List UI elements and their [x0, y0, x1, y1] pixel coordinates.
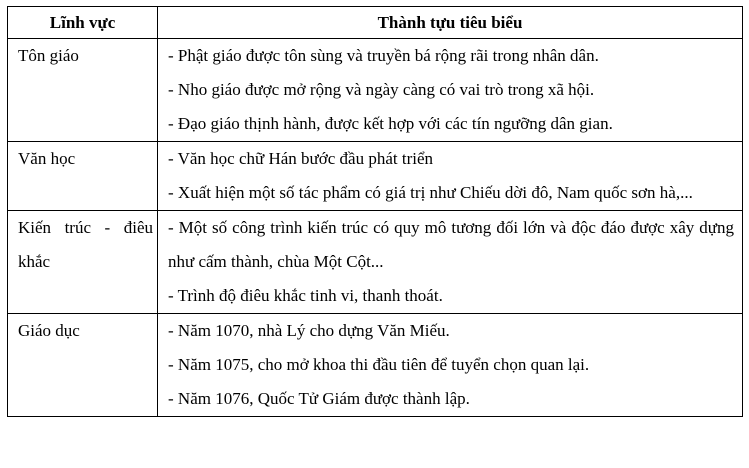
achievements-table — [7, 6, 743, 417]
achievement-item: - Một số công trình kiến trúc có quy mô tương đối lớn và độc đáo được xây dựng như cấm thành, chùa Một Cột... — [168, 218, 734, 271]
row-field-literature: Văn học — [8, 142, 158, 211]
row-field-architecture: Kiến trúc - điêu khắc — [8, 211, 158, 314]
row-details-education — [158, 314, 743, 417]
row-details-literature — [158, 142, 743, 211]
row-field-religion: Tôn giáo — [8, 39, 158, 142]
row-field-education: Giáo dục — [8, 314, 158, 417]
achievement-item: - Năm 1070, nhà Lý cho dựng Văn Miếu. — [168, 321, 450, 340]
achievement-item: - Năm 1075, cho mở khoa thi đầu tiên để tuyển chọn quan lại. — [168, 355, 590, 374]
achievement-item: - Nho giáo được mở rộng và ngày càng có vai trò trong xã hội. — [168, 80, 595, 99]
row-details-religion — [158, 39, 743, 142]
achievement-item: - Văn học chữ Hán bước đầu phát triển — [168, 149, 434, 168]
table-row-literature — [8, 142, 743, 211]
table-row-education — [8, 314, 743, 417]
header-field: Lĩnh vực — [8, 7, 158, 39]
header-achievements: Thành tựu tiêu biểu — [158, 7, 743, 39]
achievement-item: - Năm 1076, Quốc Tử Giám được thành lập. — [168, 389, 470, 408]
table-row-architecture — [8, 211, 743, 314]
table-header-row — [8, 7, 743, 39]
row-details-architecture — [158, 211, 743, 314]
achievement-item: - Đạo giáo thịnh hành, được kết hợp với các tín ngưỡng dân gian. — [168, 114, 613, 133]
achievement-item: - Xuất hiện một số tác phẩm có giá trị như Chiếu dời đô, Nam quốc sơn hà,... — [168, 183, 693, 202]
achievement-item: - Trình độ điêu khắc tinh vi, thanh thoát. — [168, 286, 443, 305]
achievement-item: - Phật giáo được tôn sùng và truyền bá rộng rãi trong nhân dân. — [168, 46, 599, 65]
table-row-religion — [8, 39, 743, 142]
